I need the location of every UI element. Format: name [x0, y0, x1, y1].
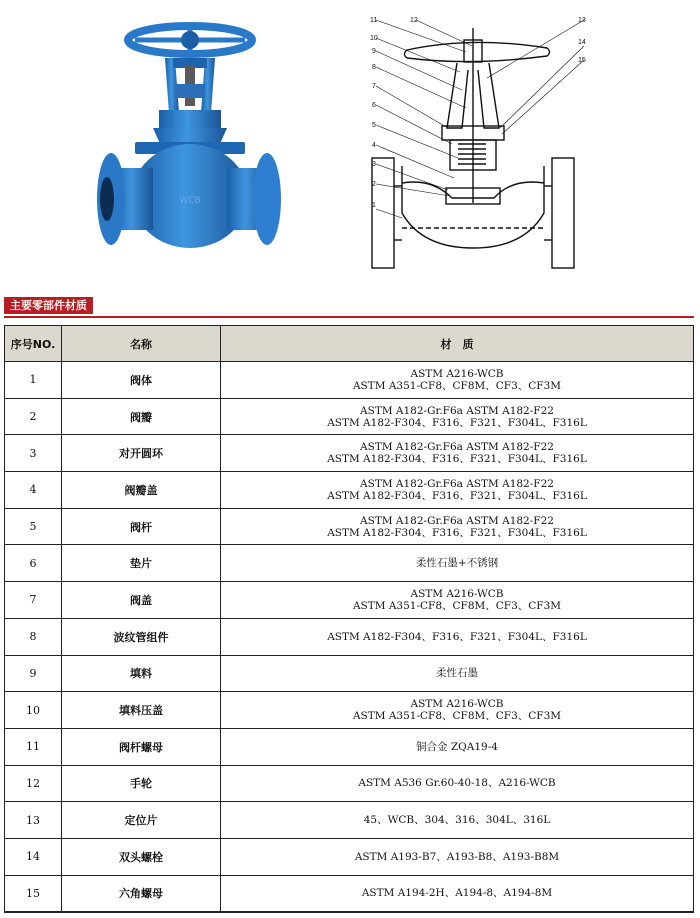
table-body [5, 362, 694, 912]
part-material [221, 765, 694, 802]
material-line: ASTM A182-F304、F316、F321、F304L、F316L [327, 453, 587, 466]
part-name: 定位片 [62, 802, 221, 839]
material-line: ASTM A182-Gr.F6a ASTM A182-F22 [360, 514, 554, 527]
valve-section-drawing [362, 8, 612, 274]
callout-15: 15 [578, 57, 586, 64]
table-row [5, 765, 694, 802]
table-row [5, 802, 694, 839]
valve-photo [95, 18, 285, 258]
part-name: 阀体 [62, 362, 221, 399]
part-material [221, 508, 694, 545]
table-row [5, 398, 694, 435]
part-material [221, 398, 694, 435]
callout-3: 3 [372, 161, 376, 168]
callout-2: 2 [372, 181, 376, 188]
callout-10: 10 [370, 35, 378, 42]
material-line: ASTM A351-CF8、CF8M、CF3、CF3M [352, 710, 562, 723]
table-row [5, 655, 694, 692]
material-line: ASTM A193-B7、A193-B8、A193-B8M [354, 850, 560, 863]
callout-12: 12 [410, 17, 418, 24]
row-number: 12 [5, 765, 62, 802]
table-row [5, 582, 694, 619]
part-material [221, 545, 694, 582]
part-material [221, 875, 694, 912]
row-number: 14 [5, 838, 62, 875]
material-line: 柔性石墨+不锈钢 [415, 557, 499, 570]
part-name: 双头螺栓 [62, 838, 221, 875]
table-row [5, 508, 694, 545]
part-name: 填料 [62, 655, 221, 692]
part-material [221, 655, 694, 692]
header-no: 序号NO. [5, 326, 62, 362]
part-material [221, 618, 694, 655]
callout-5: 5 [372, 122, 376, 129]
callout-9: 9 [372, 48, 376, 55]
part-material [221, 802, 694, 839]
table-row [5, 545, 694, 582]
part-name: 波纹管组件 [62, 618, 221, 655]
table-row [5, 618, 694, 655]
part-name: 垫片 [62, 545, 221, 582]
row-number: 13 [5, 802, 62, 839]
callout-1: 1 [372, 202, 376, 209]
material-line: ASTM A216-WCB [410, 587, 504, 600]
row-number: 5 [5, 508, 62, 545]
part-name: 阀杆螺母 [62, 728, 221, 765]
row-number: 4 [5, 472, 62, 509]
table-row [5, 472, 694, 509]
row-number: 1 [5, 362, 62, 399]
table-row [5, 838, 694, 875]
material-line: ASTM A194-2H、A194-8、A194-8M [361, 887, 553, 900]
material-line: ASTM A351-CF8、CF8M、CF3、CF3M [352, 379, 562, 392]
material-line: ASTM A182-Gr.F6a ASTM A182-F22 [360, 441, 554, 454]
row-number: 10 [5, 692, 62, 729]
table-row [5, 875, 694, 912]
callout-11: 11 [370, 17, 378, 24]
material-line: ASTM A216-WCB [410, 367, 504, 380]
part-name: 填料压盖 [62, 692, 221, 729]
table-row [5, 692, 694, 729]
row-number: 8 [5, 618, 62, 655]
row-number: 6 [5, 545, 62, 582]
part-name: 阀杆 [62, 508, 221, 545]
row-number: 3 [5, 435, 62, 472]
part-name: 阀盖 [62, 582, 221, 619]
part-material [221, 838, 694, 875]
callout-14: 14 [578, 39, 586, 46]
table-row [5, 362, 694, 399]
part-name: 手轮 [62, 765, 221, 802]
header-name: 名称 [62, 326, 221, 362]
row-number: 7 [5, 582, 62, 619]
part-name: 阀瓣盖 [62, 472, 221, 509]
part-material [221, 728, 694, 765]
section-heading: 主要零部件材质 [4, 297, 93, 314]
part-material [221, 435, 694, 472]
material-line: ASTM A216-WCB [410, 698, 504, 711]
material-line: ASTM A182-F304、F316、F321、F304L、F316L [327, 630, 587, 643]
material-line: 45、WCB、304、316、304L、316L [363, 814, 551, 827]
part-name: 对开圆环 [62, 435, 221, 472]
part-material [221, 472, 694, 509]
row-number: 2 [5, 398, 62, 435]
part-name: 阀瓣 [62, 398, 221, 435]
callout-7: 7 [372, 83, 376, 90]
row-number: 15 [5, 875, 62, 912]
row-number: 11 [5, 728, 62, 765]
part-material [221, 362, 694, 399]
materials-table [4, 325, 694, 913]
callout-6: 6 [372, 102, 376, 109]
table-row [5, 435, 694, 472]
svg-text:WCB: WCB [179, 196, 201, 206]
material-line: ASTM A182-F304、F316、F321、F304L、F316L [327, 489, 587, 502]
callout-4: 4 [372, 142, 376, 149]
material-line: ASTM A182-Gr.F6a ASTM A182-F22 [360, 404, 554, 417]
material-line: ASTM A182-Gr.F6a ASTM A182-F22 [360, 477, 554, 490]
material-line: ASTM A182-F304、F316、F321、F304L、F316L [327, 526, 587, 539]
material-line: ASTM A182-F304、F316、F321、F304L、F316L [327, 416, 587, 429]
table-header-row [5, 326, 694, 362]
material-line: ASTM A536 Gr.60-40-18、A216-WCB [358, 777, 556, 790]
material-line: 铜合金 ZQA19-4 [416, 740, 498, 753]
part-material [221, 582, 694, 619]
row-number: 9 [5, 655, 62, 692]
table-row [5, 728, 694, 765]
part-material [221, 692, 694, 729]
header-material: 材 质 [221, 326, 694, 362]
material-line: 柔性石墨 [436, 667, 478, 680]
part-name: 六角螺母 [62, 875, 221, 912]
callout-8: 8 [372, 64, 376, 71]
callout-13: 13 [578, 17, 586, 24]
material-line: ASTM A351-CF8、CF8M、CF3、CF3M [352, 599, 562, 612]
heading-rule [4, 316, 694, 318]
